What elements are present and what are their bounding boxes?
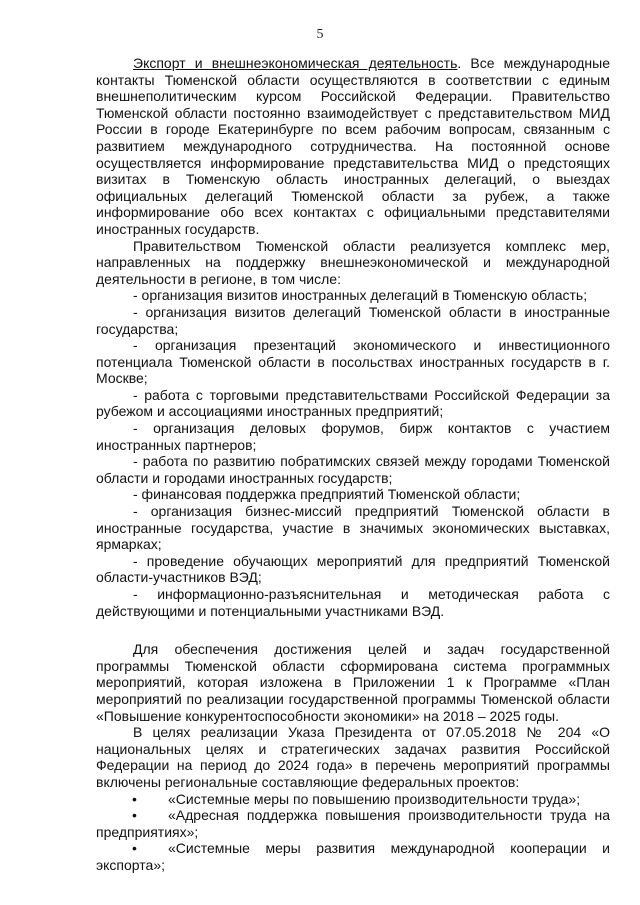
bullet-icon: • xyxy=(132,807,137,824)
project-text: «Адресная поддержка повышения производительности труда на предприятиях»; xyxy=(96,807,610,840)
measure-item: - проведение обучающих мероприятий для предприятий Тюменской области-участников ВЭД; xyxy=(96,552,610,586)
export-paragraph xyxy=(96,55,610,238)
measure-item: - финансовая поддержка предприятий Тюменской области; xyxy=(133,486,521,503)
project-item xyxy=(96,791,610,808)
measure-item: - работа с торговыми представительствами Российской Федерации за рубежом и ассоциациями иностранных предприятий; xyxy=(96,386,610,420)
measure-item: - организация визитов делегаций Тюменской области в иностранные государства; xyxy=(96,303,610,337)
project-text: «Системные меры развития международной кооперации и экспорта»; xyxy=(96,840,610,873)
bullet-icon: • xyxy=(132,790,137,807)
goals-paragraph: Для обеспечения достижения целей и задач государственной программы Тюменской области сформирована система программных мероприятий, которая изложена в Приложении 1 к Программе «План мероприятий по реализации государственной программы Тюменской области «Повышение конкурентоспособности экономики» на 2018 – 2025 годы. xyxy=(96,641,610,724)
export-body: . Все международные контакты Тюменской области осуществляются в соответствии с единым внешнеполитическим курсом Российской Федерации. Правительство Тюменской области постоянно взаимодействует с представительством МИД России в городе Екатеринбурге по всем рабочим вопросам, связанным с развитием международного сотрудничества. На постоянной основе осуществляется информирование представительства МИД о предстоящих визитах в Тюменскую область иностранных делегаций, о выездах официальных делегаций Тюменской области за рубеж, а также информирование обо всех контактах с официальными представителями иностранных государств. xyxy=(96,55,610,237)
document-body xyxy=(96,55,610,874)
measure-item: - работа по развитию побратимских связей между городами Тюменской области и городами иностранных государств; xyxy=(96,453,610,486)
project-item xyxy=(96,840,610,873)
measure-item: - организация визитов иностранных делегаций в Тюменскую область; xyxy=(133,287,588,304)
project-text: «Системные меры по повышению производительности труда»; xyxy=(168,790,581,807)
measures-intro: Правительством Тюменской области реализуется комплекс мер, направленных на поддержку внешнеэкономической и международной деятельности в регионе, в том числе: xyxy=(96,237,610,287)
measure-item: - организация бизнес-миссий предприятий Тюменской области в иностранные государства, участие в значимых экономических выставках, ярмарках; xyxy=(96,503,610,553)
bullet-icon: • xyxy=(132,840,137,857)
decree-paragraph: В целях реализации Указа Президента от 07.05.2018 № 204 «О национальных целях и стратегических задачах развития Российской Федерации на период до 2024 года» в перечень мероприятий программы включены региональные составляющие федеральных проектов: xyxy=(96,724,610,790)
measure-item: - организация презентаций экономического и инвестиционного потенциала Тюменской области в посольствах иностранных государств в г. Москве; xyxy=(96,337,610,387)
page-number: 5 xyxy=(316,27,324,42)
paragraph-gap xyxy=(96,619,610,641)
project-item xyxy=(96,807,610,840)
export-heading: Экспорт и внешнеэкономическая деятельность xyxy=(133,55,458,71)
measure-item: - организация деловых форумов, бирж контактов с участием иностранных партнеров; xyxy=(96,420,610,453)
measure-item: - информационно-разъяснительная и методическая работа с действующими и потенциальными участниками ВЭД. xyxy=(96,586,610,619)
